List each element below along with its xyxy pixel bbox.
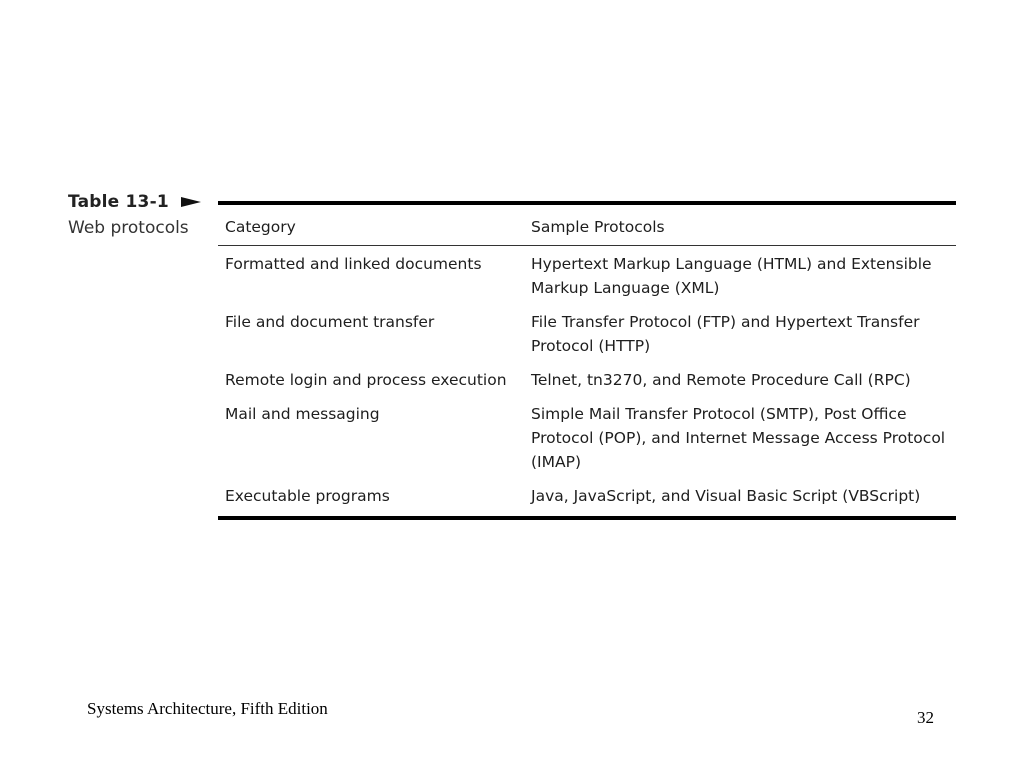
table-row — [218, 478, 956, 516]
footer-book-title: Systems Architecture, Fifth Edition — [87, 699, 328, 718]
header-sample-protocols: Sample Protocols — [531, 218, 665, 236]
row-category: Mail and messaging — [225, 405, 380, 423]
table-number: Table 13-1 — [68, 192, 169, 212]
table-header-row — [218, 205, 956, 245]
row-category: Formatted and linked documents — [225, 255, 482, 273]
row-protocols: Telnet, tn3270, and Remote Procedure Call (RPC) — [531, 371, 911, 389]
row-category: File and document transfer — [225, 313, 435, 331]
row-protocols: File Transfer Protocol (FTP) and Hypertext Transfer Protocol (HTTP) — [531, 313, 920, 355]
table-row — [218, 362, 956, 396]
row-category: Remote login and process execution — [225, 371, 507, 389]
table-bottom-rule — [218, 516, 956, 520]
row-protocols: Hypertext Markup Language (HTML) and Extensible Markup Language (XML) — [531, 255, 932, 297]
table-row — [218, 246, 956, 304]
header-category: Category — [225, 218, 296, 236]
protocols-table — [218, 201, 956, 520]
row-category: Executable programs — [225, 487, 390, 505]
table-row — [218, 304, 956, 362]
table-row — [218, 396, 956, 478]
arrow-right-icon — [181, 197, 201, 207]
page-number: 32 — [917, 708, 934, 727]
row-protocols: Java, JavaScript, and Visual Basic Script (VBScript) — [531, 487, 921, 505]
row-protocols: Simple Mail Transfer Protocol (SMTP), Post Office Protocol (POP), and Internet Message Access Protocol (IMAP) — [531, 405, 946, 471]
table-title: Web protocols — [68, 218, 189, 238]
